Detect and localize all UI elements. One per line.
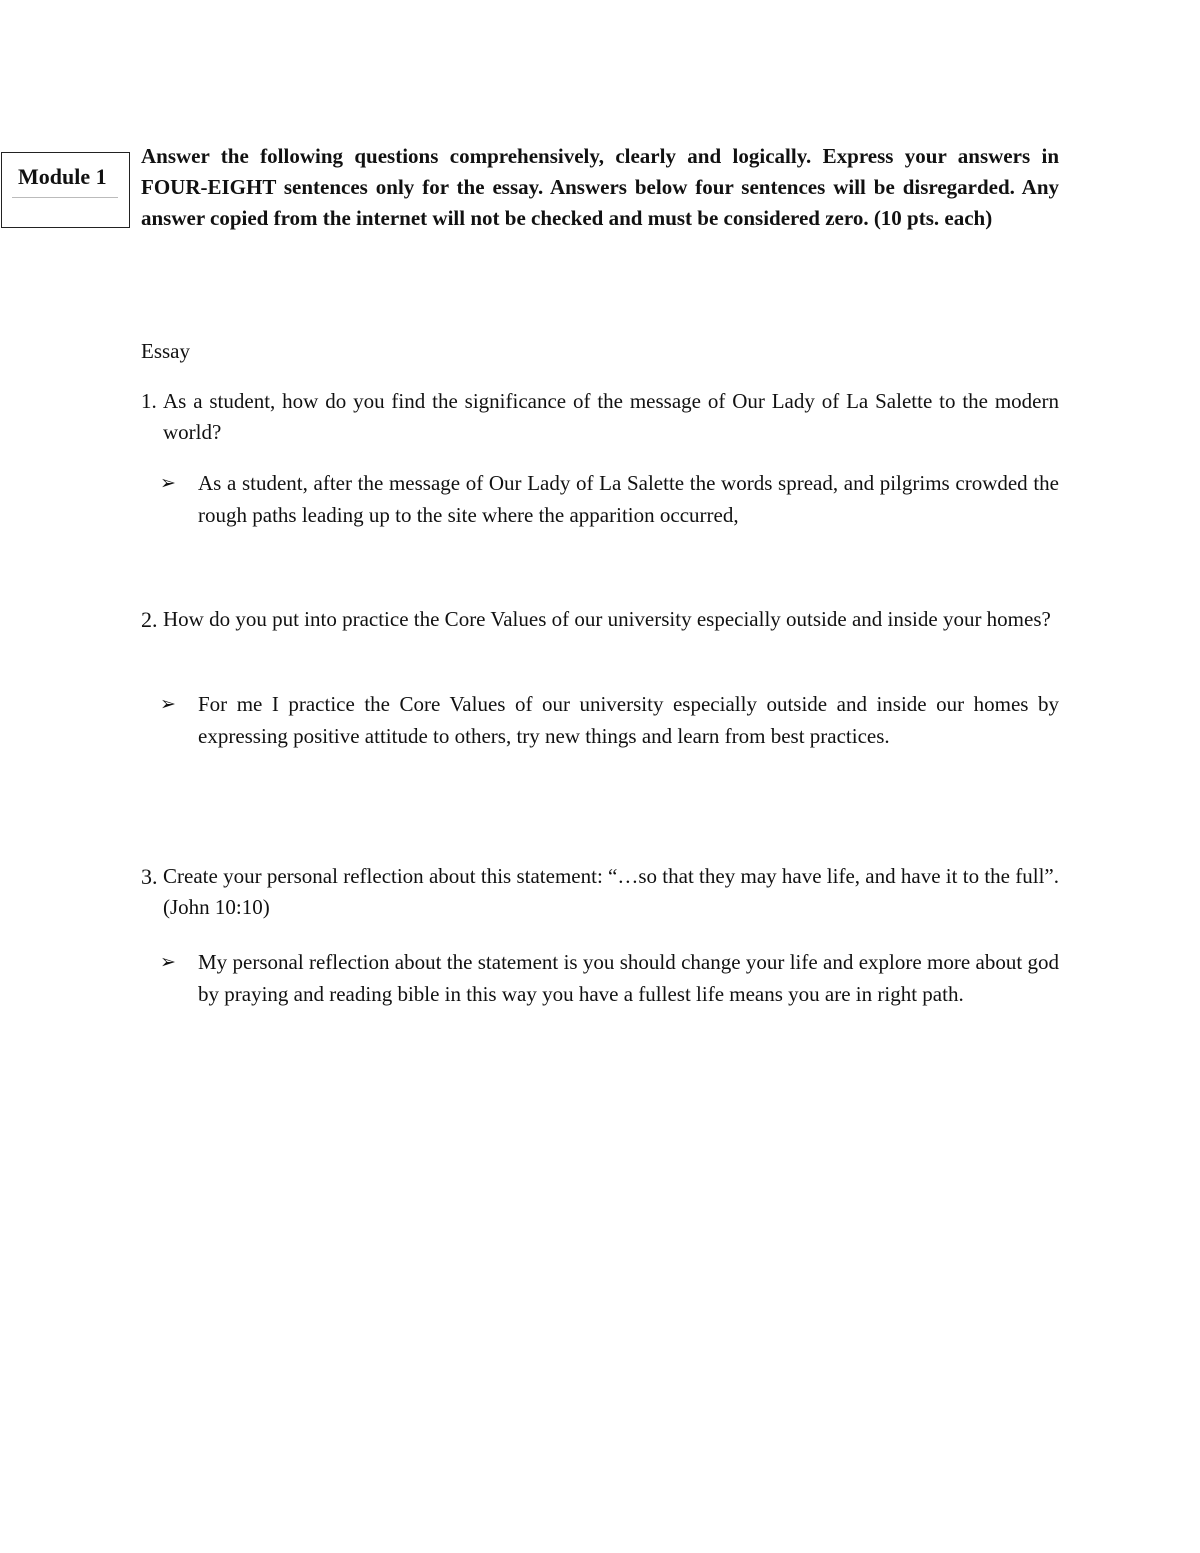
- question-3: [141, 861, 1059, 923]
- answer-1: [160, 467, 1059, 531]
- question-2: [141, 604, 1059, 635]
- question-number: 1.: [141, 389, 157, 413]
- module-label: Module 1: [18, 164, 107, 189]
- instructions-paragraph: Answer the following questions comprehensively, clearly and logically. Express your answers in FOUR-EIGHT sentences only for the essay. Answers below four sentences will be disregarded. Any answer copied from the internet will not be checked and must be considered zero. (10 pts. each): [141, 144, 1059, 230]
- answer-text: For me I practice the Core Values of our university especially outside and inside our homes by expressing positive attitude to others, try new things and learn from best practices.: [198, 692, 1059, 748]
- question-text: Create your personal reflection about this statement: “…so that they may have life, and have it to the full”. (John 10:10): [163, 864, 1059, 919]
- arrow-bullet-icon: ➢: [160, 693, 176, 715]
- question-number: 2.: [141, 607, 158, 632]
- answer-text: As a student, after the message of Our Lady of La Salette the words spread, and pilgrims crowded the rough paths leading up to the site where the apparition occurred,: [198, 471, 1059, 527]
- question-1: [141, 386, 1059, 448]
- arrow-bullet-icon: ➢: [160, 951, 176, 973]
- answer-3: [160, 946, 1059, 1010]
- answer-2: [160, 688, 1059, 752]
- question-number: 3.: [141, 864, 158, 889]
- question-text: As a student, how do you find the significance of the message of Our Lady of La Salette to the modern world?: [163, 389, 1059, 444]
- question-text: How do you put into practice the Core Values of our university especially outside and inside your homes?: [163, 607, 1051, 631]
- essay-heading: Essay: [141, 339, 190, 363]
- module-divider: [12, 197, 118, 198]
- answer-text: My personal reflection about the statement is you should change your life and explore more about god by praying and reading bible in this way you have a fullest life means you are in right path.: [198, 950, 1059, 1006]
- arrow-bullet-icon: ➢: [160, 472, 176, 494]
